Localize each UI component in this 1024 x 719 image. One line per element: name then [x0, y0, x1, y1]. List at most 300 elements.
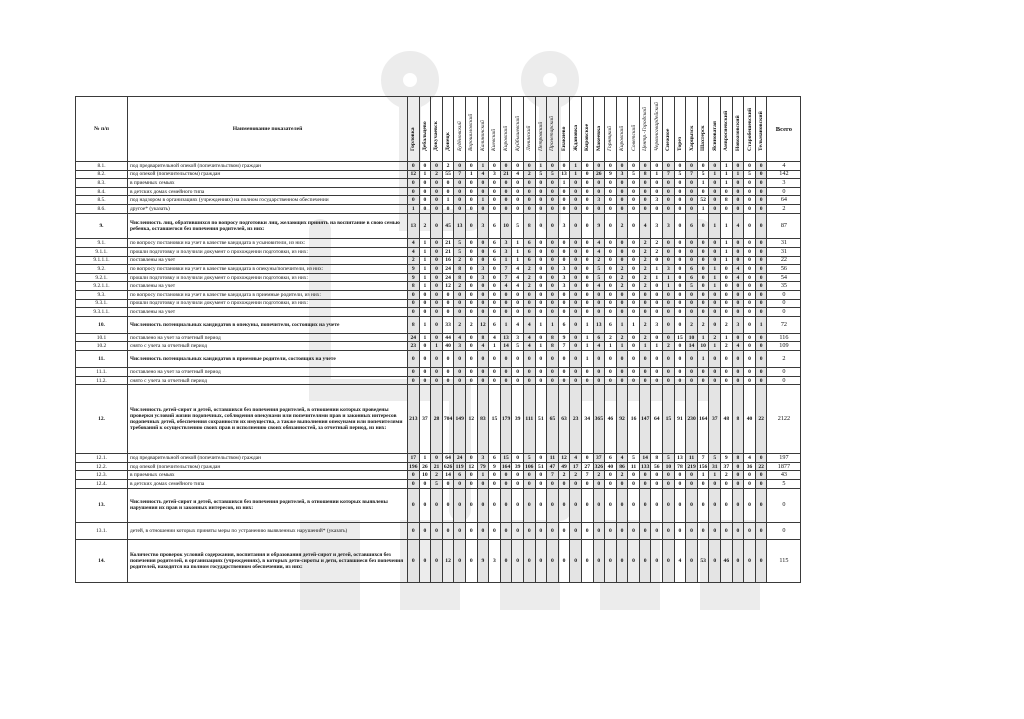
value-cell: 1 [581, 342, 593, 351]
value-cell: 0 [628, 471, 640, 480]
value-cell: 0 [408, 162, 420, 171]
value-cell: 64 [442, 454, 454, 463]
value-cell: 2 [721, 316, 733, 333]
value-cell: 6 [686, 213, 698, 239]
row-label: прошли подготовку и получили документ о прохождении подготовки, из них: [128, 273, 408, 282]
value-cell: 0 [674, 308, 686, 317]
value-cell: 15 [674, 333, 686, 342]
value-cell: 3 [663, 265, 675, 274]
value-cell: 0 [535, 265, 547, 274]
value-cell: 0 [489, 299, 501, 308]
value-cell: 2 [686, 316, 698, 333]
value-cell: 0 [744, 247, 756, 256]
value-cell: 0 [500, 488, 512, 522]
table-row [76, 376, 801, 385]
value-cell: 2 [419, 213, 431, 239]
value-cell: 0 [755, 523, 767, 540]
value-cell: 0 [697, 273, 709, 282]
value-cell: 1 [419, 282, 431, 291]
district-name: Горняцкий [607, 126, 614, 151]
value-cell: 0 [709, 204, 721, 213]
value-cell: 6 [523, 256, 535, 265]
value-cell: 0 [616, 480, 628, 489]
value-cell: 8 [454, 273, 466, 282]
row-label: под надзором в организациях (учреждениях) на полном государственном обеспечении [128, 196, 408, 205]
value-cell: 0 [732, 462, 744, 471]
value-cell: 0 [419, 179, 431, 188]
value-cell: 0 [651, 204, 663, 213]
value-cell: 0 [697, 376, 709, 385]
value-cell: 8 [408, 282, 420, 291]
value-cell: 0 [477, 523, 489, 540]
value-cell: 0 [512, 488, 524, 522]
value-cell: 11 [628, 462, 640, 471]
value-cell: 0 [593, 523, 605, 540]
value-cell: 0 [523, 187, 535, 196]
district-name: Центр.-Городской [642, 107, 649, 151]
value-cell: 0 [744, 368, 756, 377]
total-cell: 3 [767, 179, 801, 188]
value-cell: 0 [628, 342, 640, 351]
value-cell: 0 [709, 308, 721, 317]
row-number: 12.4. [76, 480, 128, 489]
value-cell: 4 [408, 247, 420, 256]
value-cell: 0 [732, 523, 744, 540]
value-cell: 0 [465, 333, 477, 342]
value-cell: 0 [755, 196, 767, 205]
row-number: 12.2. [76, 462, 128, 471]
total-cell: 2 [767, 351, 801, 368]
district-column-header [744, 97, 756, 162]
value-cell: 0 [477, 204, 489, 213]
value-cell: 0 [651, 376, 663, 385]
value-cell: 0 [651, 290, 663, 299]
value-cell: 0 [605, 265, 617, 274]
row-number: 10.2 [76, 342, 128, 351]
value-cell: 33 [442, 316, 454, 333]
district-name: Ясиноватая [711, 121, 718, 151]
value-cell: 3 [512, 333, 524, 342]
value-cell: 0 [755, 204, 767, 213]
value-cell: 5 [674, 170, 686, 179]
value-cell: 0 [570, 523, 582, 540]
value-cell: 0 [651, 187, 663, 196]
value-cell: 6 [489, 239, 501, 248]
value-cell: 0 [744, 290, 756, 299]
value-cell: 46 [605, 385, 617, 454]
value-cell: 1 [535, 316, 547, 333]
value-cell: 3 [558, 265, 570, 274]
value-cell: 0 [500, 162, 512, 171]
indicator-column-header: Наименование показателей [128, 97, 408, 162]
value-cell: 7 [547, 471, 559, 480]
value-cell: 1 [721, 256, 733, 265]
district-column-header [547, 97, 559, 162]
value-cell: 0 [605, 376, 617, 385]
value-cell: 13 [408, 213, 420, 239]
value-cell: 1 [431, 342, 443, 351]
row-label: поставлены на учет [128, 256, 408, 265]
district-name: Кировское [584, 123, 591, 151]
total-cell: 0 [767, 376, 801, 385]
value-cell: 0 [535, 308, 547, 317]
total-cell: 1877 [767, 462, 801, 471]
value-cell: 0 [570, 247, 582, 256]
number-column-header: № п/п [76, 97, 128, 162]
value-cell: 46 [721, 540, 733, 583]
value-cell: 0 [489, 273, 501, 282]
value-cell: 2 [465, 316, 477, 333]
value-cell: 4 [732, 342, 744, 351]
value-cell: 0 [581, 179, 593, 188]
value-cell: 5 [697, 170, 709, 179]
district-name: Будёновский [456, 121, 463, 151]
value-cell: 0 [581, 273, 593, 282]
value-cell: 0 [465, 265, 477, 274]
value-cell: 0 [651, 162, 663, 171]
value-cell: 0 [547, 213, 559, 239]
value-cell: 0 [465, 471, 477, 480]
value-cell: 0 [616, 488, 628, 522]
value-cell: 0 [547, 368, 559, 377]
value-cell: 0 [721, 368, 733, 377]
value-cell: 0 [570, 308, 582, 317]
value-cell: 0 [454, 196, 466, 205]
value-cell: 1 [697, 351, 709, 368]
value-cell: 0 [755, 376, 767, 385]
value-cell: 0 [628, 308, 640, 317]
value-cell: 1 [419, 333, 431, 342]
value-cell: 0 [674, 187, 686, 196]
value-cell: 1 [570, 170, 582, 179]
value-cell: 0 [639, 187, 651, 196]
value-cell: 4 [512, 316, 524, 333]
value-cell: 12 [408, 170, 420, 179]
value-cell: 0 [535, 454, 547, 463]
value-cell: 12 [442, 540, 454, 583]
value-cell: 9 [489, 462, 501, 471]
value-cell: 3 [489, 170, 501, 179]
value-cell: 0 [732, 308, 744, 317]
value-cell: 0 [419, 351, 431, 368]
row-label: поставлены на учет [128, 282, 408, 291]
value-cell: 0 [605, 480, 617, 489]
value-cell: 0 [755, 256, 767, 265]
district-name: Донецк [445, 132, 452, 151]
value-cell: 0 [408, 471, 420, 480]
value-cell: 6 [489, 256, 501, 265]
table-row [76, 170, 801, 179]
district-name: Кировский [503, 125, 510, 151]
value-cell: 0 [489, 187, 501, 196]
row-label: в приемных семьях [128, 179, 408, 188]
value-cell: 2 [721, 342, 733, 351]
district-column-header [732, 97, 744, 162]
value-cell: 1 [628, 316, 640, 333]
value-cell: 2 [639, 247, 651, 256]
value-cell: 0 [431, 239, 443, 248]
value-cell: 0 [663, 351, 675, 368]
value-cell: 149 [454, 385, 466, 454]
table-row [76, 488, 801, 522]
row-number: 14. [76, 540, 128, 583]
row-number: 9.2.1. [76, 273, 128, 282]
value-cell: 0 [512, 471, 524, 480]
value-cell: 0 [709, 179, 721, 188]
row-label: детей, в отношении которых приняты меры по устранению выявленных нарушений* (указать) [128, 523, 408, 540]
value-cell: 0 [616, 290, 628, 299]
value-cell: 47 [547, 462, 559, 471]
value-cell: 0 [489, 480, 501, 489]
value-cell: 51 [535, 462, 547, 471]
value-cell: 0 [605, 187, 617, 196]
value-cell: 0 [408, 351, 420, 368]
value-cell: 0 [674, 523, 686, 540]
value-cell: 0 [465, 488, 477, 522]
value-cell: 0 [419, 187, 431, 196]
value-cell: 0 [442, 368, 454, 377]
value-cell: 0 [489, 162, 501, 171]
district-column-header [674, 97, 686, 162]
table-row [76, 368, 801, 377]
value-cell: 0 [431, 256, 443, 265]
value-cell: 0 [639, 376, 651, 385]
value-cell: 0 [465, 256, 477, 265]
table-row [76, 204, 801, 213]
value-cell: 0 [547, 282, 559, 291]
value-cell: 0 [512, 290, 524, 299]
value-cell: 0 [605, 488, 617, 522]
value-cell: 9 [408, 273, 420, 282]
value-cell: 0 [697, 239, 709, 248]
row-number: 9.2. [76, 265, 128, 274]
value-cell: 0 [523, 480, 535, 489]
value-cell: 1 [477, 196, 489, 205]
value-cell: 0 [419, 196, 431, 205]
value-cell: 0 [431, 162, 443, 171]
row-number: 9.2.1.1. [76, 282, 128, 291]
district-column-header [651, 97, 663, 162]
value-cell: 1 [651, 342, 663, 351]
value-cell: 5 [512, 213, 524, 239]
value-cell: 0 [651, 308, 663, 317]
value-cell: 0 [639, 351, 651, 368]
value-cell: 24 [442, 265, 454, 274]
row-label: другое* (указать) [128, 204, 408, 213]
value-cell: 7 [663, 170, 675, 179]
value-cell: 24 [408, 333, 420, 342]
value-cell: 0 [431, 488, 443, 522]
value-cell: 5 [686, 282, 698, 291]
row-number: 8.1. [76, 162, 128, 171]
value-cell: 4 [616, 454, 628, 463]
value-cell: 0 [431, 273, 443, 282]
value-cell: 0 [593, 162, 605, 171]
value-cell: 0 [605, 290, 617, 299]
value-cell: 0 [732, 162, 744, 171]
value-cell: 0 [431, 213, 443, 239]
value-cell: 0 [721, 187, 733, 196]
value-cell: 0 [523, 540, 535, 583]
value-cell: 0 [686, 162, 698, 171]
value-cell: 37 [709, 385, 721, 454]
value-cell: 0 [663, 204, 675, 213]
row-number: 13. [76, 488, 128, 522]
value-cell: 1 [465, 170, 477, 179]
value-cell: 0 [454, 179, 466, 188]
district-column-header [477, 97, 489, 162]
value-cell: 0 [755, 471, 767, 480]
district-column-header [628, 97, 640, 162]
value-cell: 0 [489, 523, 501, 540]
value-cell: 0 [639, 196, 651, 205]
value-cell: 2 [558, 471, 570, 480]
value-cell: 2 [616, 282, 628, 291]
district-name: Докучаевск [433, 121, 440, 151]
value-cell: 0 [744, 204, 756, 213]
total-cell: 0 [767, 308, 801, 317]
value-cell: 0 [593, 204, 605, 213]
value-cell: 0 [593, 368, 605, 377]
value-cell: 0 [535, 540, 547, 583]
value-cell: 4 [744, 454, 756, 463]
value-cell: 79 [477, 462, 489, 471]
value-cell: 1 [732, 170, 744, 179]
value-cell: 0 [697, 480, 709, 489]
value-cell: 0 [605, 196, 617, 205]
value-cell: 4 [593, 239, 605, 248]
value-cell: 0 [686, 187, 698, 196]
value-cell: 0 [744, 179, 756, 188]
value-cell: 0 [454, 351, 466, 368]
value-cell: 0 [465, 308, 477, 317]
value-cell: 0 [581, 256, 593, 265]
value-cell: 1 [512, 247, 524, 256]
value-cell: 0 [442, 187, 454, 196]
row-number: 9. [76, 213, 128, 239]
value-cell: 0 [581, 162, 593, 171]
row-number: 12.3. [76, 471, 128, 480]
value-cell: 0 [674, 213, 686, 239]
value-cell: 0 [628, 488, 640, 522]
value-cell: 4 [523, 342, 535, 351]
row-number: 12. [76, 385, 128, 454]
value-cell: 0 [639, 523, 651, 540]
value-cell: 2 [639, 256, 651, 265]
value-cell: 1 [477, 162, 489, 171]
row-number: 10.1 [76, 333, 128, 342]
value-cell: 0 [697, 265, 709, 274]
value-cell: 1 [639, 342, 651, 351]
value-cell: 0 [744, 256, 756, 265]
value-cell: 0 [593, 179, 605, 188]
value-cell: 0 [663, 247, 675, 256]
value-cell: 0 [535, 480, 547, 489]
total-cell: 109 [767, 342, 801, 351]
table-row [76, 333, 801, 342]
table-row [76, 351, 801, 368]
row-number: 9.3. [76, 290, 128, 299]
value-cell: 0 [744, 540, 756, 583]
value-cell: 3 [616, 170, 628, 179]
value-cell: 45 [442, 213, 454, 239]
value-cell: 0 [547, 247, 559, 256]
value-cell: 0 [570, 480, 582, 489]
value-cell: 10 [663, 462, 675, 471]
value-cell: 0 [709, 247, 721, 256]
row-number: 13.1. [76, 523, 128, 540]
table-row [76, 462, 801, 471]
row-label: прошли подготовку и получили документ о прохождении подготовки, из них: [128, 299, 408, 308]
value-cell: 3 [489, 540, 501, 583]
value-cell: 0 [558, 523, 570, 540]
value-cell: 1 [500, 316, 512, 333]
value-cell: 0 [663, 471, 675, 480]
value-cell: 7 [686, 170, 698, 179]
value-cell: 0 [465, 540, 477, 583]
value-cell: 0 [744, 265, 756, 274]
value-cell: 0 [500, 308, 512, 317]
value-cell: 0 [628, 247, 640, 256]
value-cell: 16 [628, 385, 640, 454]
value-cell: 0 [674, 204, 686, 213]
value-cell: 0 [570, 333, 582, 342]
value-cell: 11 [547, 454, 559, 463]
value-cell: 7 [581, 471, 593, 480]
value-cell: 0 [454, 368, 466, 377]
district-column-header [408, 97, 420, 162]
value-cell: 0 [616, 540, 628, 583]
value-cell: 0 [477, 282, 489, 291]
value-cell: 0 [593, 351, 605, 368]
table-row [76, 290, 801, 299]
value-cell: 0 [570, 239, 582, 248]
row-number: 12.1. [76, 454, 128, 463]
value-cell: 0 [547, 204, 559, 213]
value-cell: 0 [489, 376, 501, 385]
district-column-header [558, 97, 570, 162]
district-column-header [686, 97, 698, 162]
value-cell: 0 [744, 523, 756, 540]
value-cell: 0 [547, 265, 559, 274]
value-cell: 0 [755, 239, 767, 248]
value-cell: 78 [674, 462, 686, 471]
value-cell: 0 [755, 540, 767, 583]
value-cell: 0 [570, 213, 582, 239]
value-cell: 0 [663, 196, 675, 205]
value-cell: 1 [663, 282, 675, 291]
row-label: по вопросу постановки на учет в качестве кандидата в опекуны/попечители, из них: [128, 265, 408, 274]
value-cell: 0 [547, 488, 559, 522]
value-cell: 23 [570, 385, 582, 454]
value-cell: 1 [581, 316, 593, 333]
value-cell: 4 [523, 333, 535, 342]
value-cell: 1 [558, 179, 570, 188]
value-cell: 0 [558, 488, 570, 522]
value-cell: 1 [581, 351, 593, 368]
value-cell: 0 [535, 351, 547, 368]
value-cell: 0 [651, 540, 663, 583]
value-cell: 21 [442, 239, 454, 248]
value-cell: 0 [721, 273, 733, 282]
value-cell: 0 [408, 308, 420, 317]
value-cell: 0 [489, 351, 501, 368]
row-number: 9.1.1. [76, 247, 128, 256]
total-cell: 31 [767, 247, 801, 256]
value-cell: 0 [709, 376, 721, 385]
value-cell: 0 [419, 523, 431, 540]
value-cell: 0 [663, 376, 675, 385]
